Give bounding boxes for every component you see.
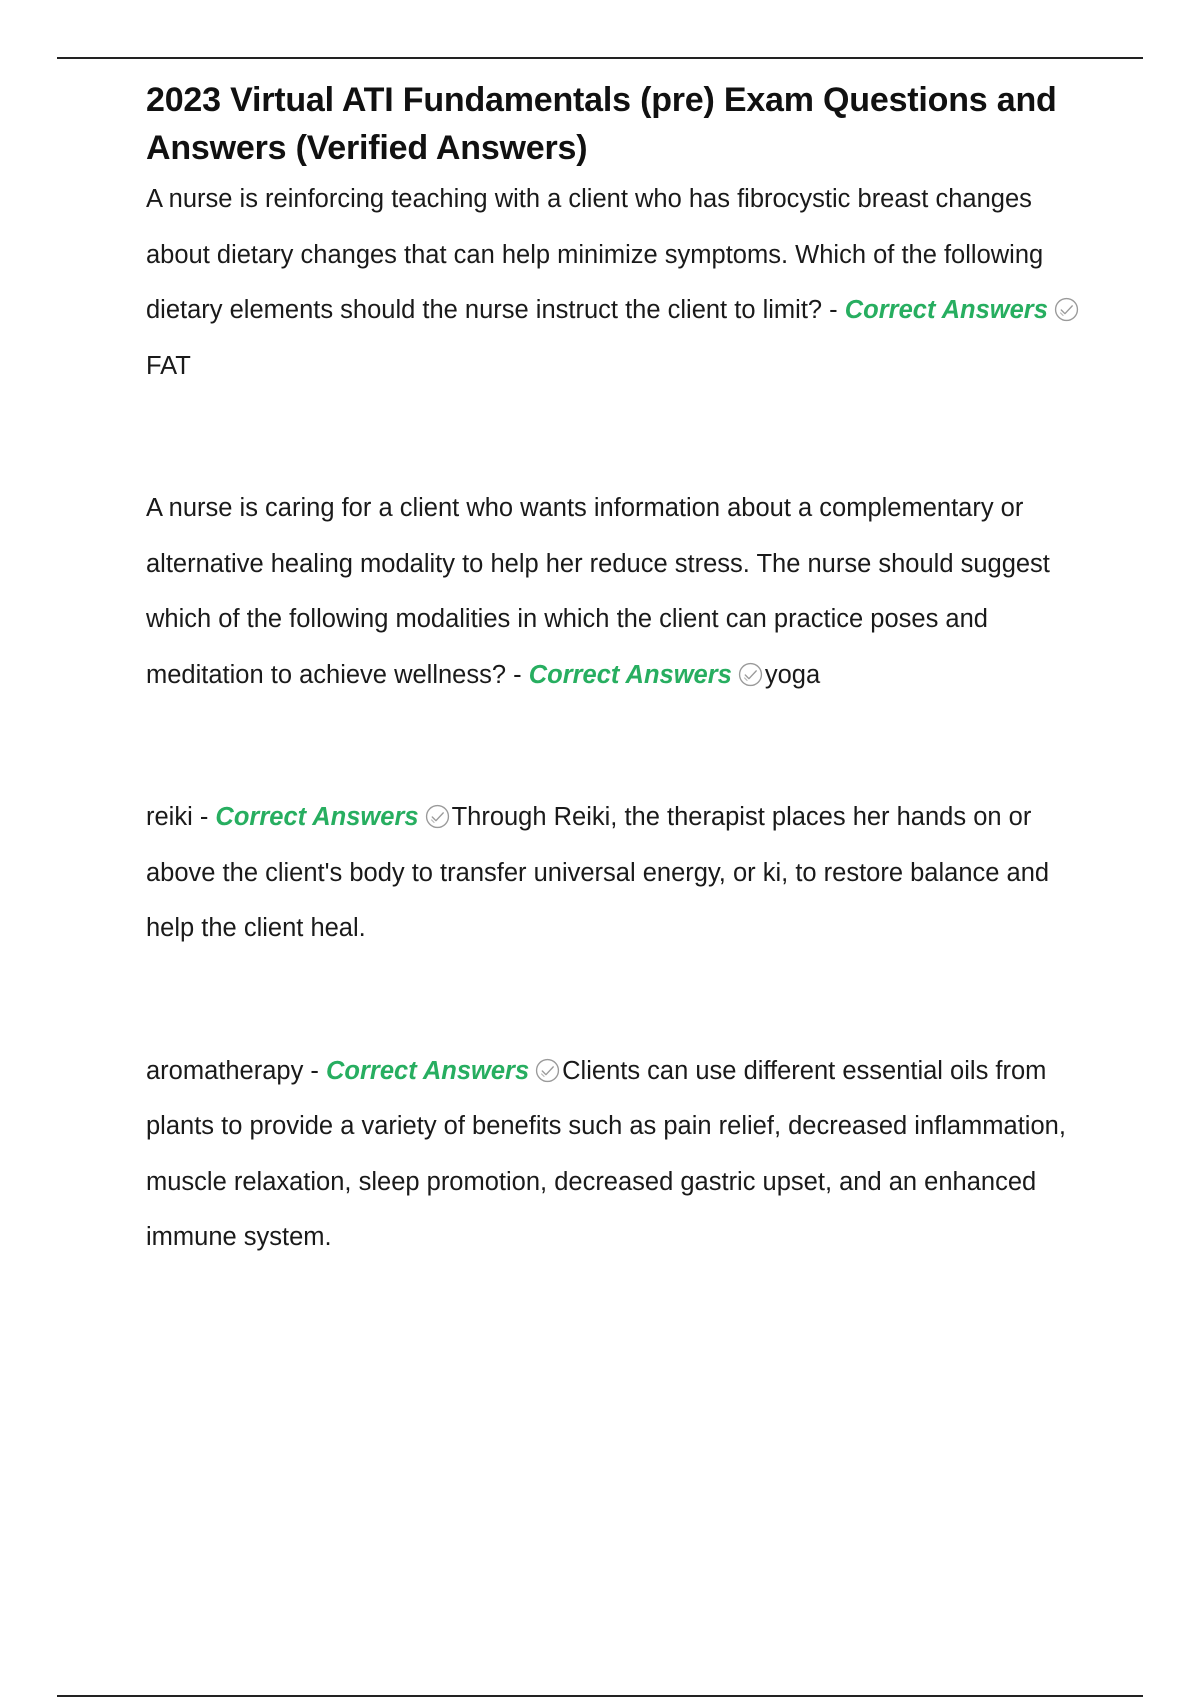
- term-text: aromatherapy -: [146, 1056, 326, 1085]
- correct-answers-label: Correct Answers: [844, 296, 1048, 324]
- qa-item: [146, 1044, 1096, 1266]
- check-circle-icon: [425, 804, 450, 829]
- correct-answers-label: Correct Answers: [528, 660, 732, 689]
- check-circle-icon: [738, 662, 763, 687]
- correct-answers-label: Correct Answers: [215, 803, 419, 831]
- correct-answers-label: Correct Answers: [326, 1056, 530, 1085]
- qa-item: [146, 172, 1096, 394]
- check-circle-icon: [535, 1058, 560, 1083]
- answer-text: yoga: [764, 660, 821, 689]
- top-rule: [57, 57, 1143, 59]
- qa-item: [146, 481, 1096, 703]
- answer-text: Through Reiki, the therapist places her hands on or above the client's body to transfer universal energy, or ki, to restore balance and help the client heal.: [146, 803, 1050, 942]
- bottom-rule: [57, 1695, 1143, 1697]
- question-text: A nurse is caring for a client who wants information about a complementary or alternative healing modality to help her reduce stress. The nurse should suggest which of the following modalities in which the client can practice poses and meditation to achieve wellness? -: [146, 494, 1050, 689]
- document-title: 2023 Virtual ATI Fundamentals (pre) Exam Questions and Answers (Verified Answers): [146, 81, 1057, 167]
- question-text: A nurse is reinforcing teaching with a client who has fibrocystic breast changes about dietary changes that can help minimize symptoms. Which of the following dietary elements should the nurse instruct the client to limit? -: [146, 185, 1044, 324]
- qa-item: [146, 790, 1096, 957]
- answer-text: Clients can use different essential oils from plants to provide a variety of benefits such as pain relief, decreased inflammation, muscle relaxation, sleep promotion, decreased gastric upset, and an enhanced immune system.: [146, 1056, 1066, 1251]
- term-text: reiki -: [146, 803, 216, 831]
- answer-text: FAT: [146, 351, 191, 380]
- check-circle-icon: [1054, 297, 1079, 322]
- document-body: [146, 76, 1096, 1266]
